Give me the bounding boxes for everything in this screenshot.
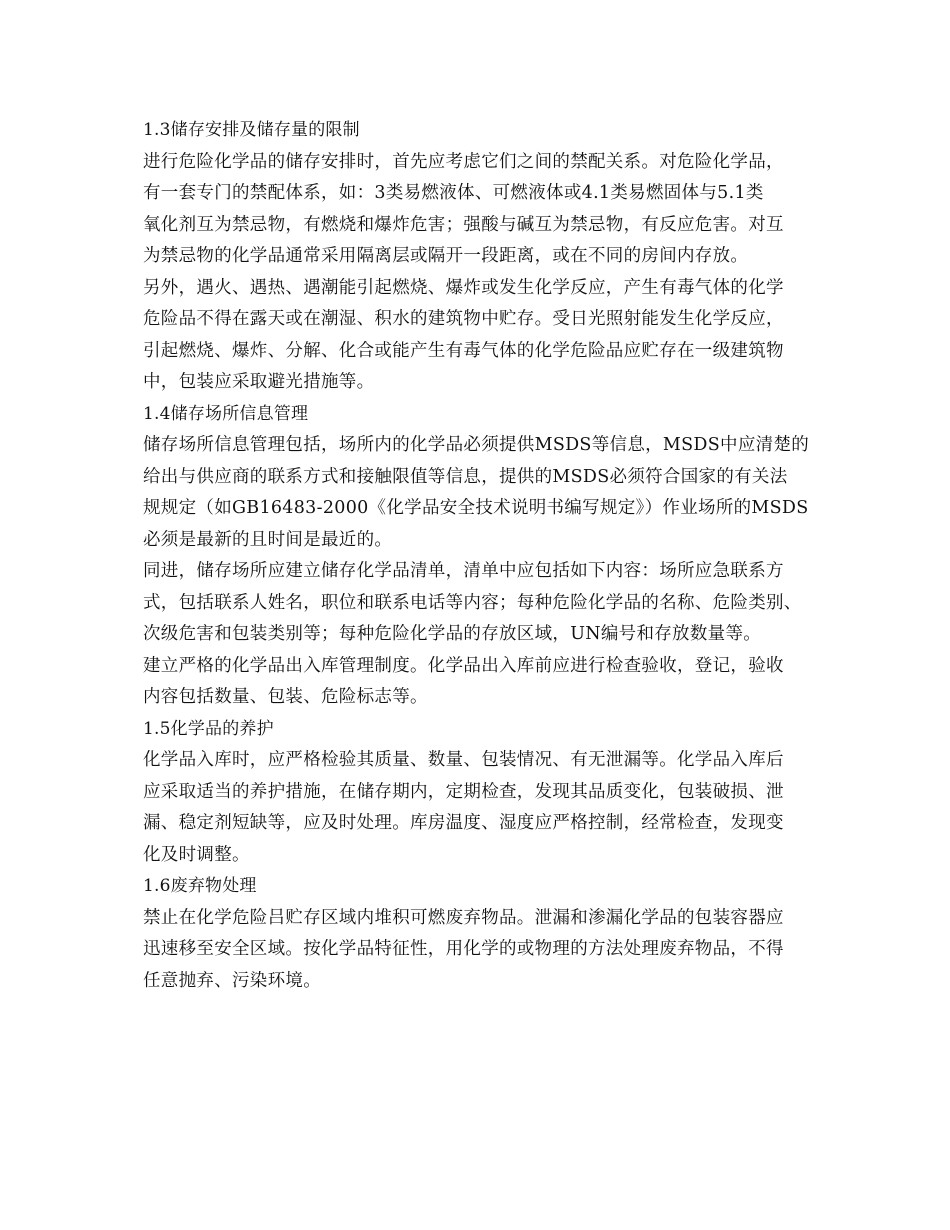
paragraph-line: 次级危害和包装类别等；每种危险化学品的存放区域，UN编号和存放数量等。: [143, 624, 762, 644]
paragraph-line: 内容包括数量、包装、危险标志等。: [143, 687, 428, 707]
paragraph-line: 危险品不得在露天或在潮湿、积水的建筑物中贮存。受日光照射能发生化学反应，: [143, 309, 784, 329]
paragraph-line: 禁止在化学危险吕贮存区域内堆积可燃废弃物品。泄漏和渗漏化学品的包装容器应: [143, 907, 784, 928]
section-heading: 1.6废弃物处理: [143, 876, 257, 896]
section-heading: 1.4储存场所信息管理: [143, 403, 309, 424]
paragraph-line: 另外，遇火、遇热、遇潮能引起燃烧、爆炸或发生化学反应，产生有毒气体的化学: [143, 277, 784, 298]
paragraph-line: 化及时调整。: [143, 844, 250, 865]
paragraph-line: 给出与供应商的联系方式和接触限值等信息，提供的MSDS必须符合国家的有关法: [143, 466, 788, 487]
paragraph-line: 引起燃烧、爆炸、分解、化合或能产生有毒气体的化学危险品应贮存在一级建筑物: [143, 340, 784, 361]
paragraph-line: 氧化剂互为禁忌物，有燃烧和爆炸危害；强酸与碱互为禁忌物，有反应危害。对互: [143, 214, 784, 235]
paragraph-line: 必须是最新的且时间是最近的。: [143, 529, 393, 550]
paragraph-line: 进行危险化学品的储存安排时，首先应考虑它们之间的禁配关系。对危险化学品，: [143, 151, 784, 172]
paragraph-line: 应采取适当的养护措施，在储存期内，定期检查，发现其品质变化，包装破损、泄: [143, 781, 784, 802]
paragraph-line: 中，包装应采取避光措施等。: [143, 372, 375, 392]
paragraph-line: 储存场所信息管理包括，场所内的化学品必须提供MSDS等信息，MSDS中应清楚的: [143, 435, 810, 455]
section-heading: 1.3储存安排及储存量的限制: [143, 120, 360, 140]
paragraph-line: 有一套专门的禁配体系，如：3类易燃液体、可燃液体或4.1类易燃固体与5.1类: [143, 183, 764, 203]
paragraph-line: 任意抛弃、污染环境。: [143, 970, 321, 991]
paragraph-line: 建立严格的化学品出入库管理制度。化学品出入库前应进行检查验收，登记，验收: [143, 655, 784, 676]
paragraph-line: 化学品入库时，应严格检验其质量、数量、包装情况、有无泄漏等。化学品入库后: [143, 750, 784, 770]
section-heading: 1.5化学品的养护: [143, 718, 274, 739]
paragraph-line: 同进，储存场所应建立储存化学品清单，清单中应包括如下内容：场所应急联系方: [143, 561, 784, 581]
document-page: [143, 117, 823, 999]
paragraph-line: 漏、稳定剂短缺等，应及时处理。库房温度、湿度应严格控制，经常检查，发现变: [143, 813, 784, 833]
paragraph-line: 规规定（如GB16483-2000《化学品安全技术说明书编写规定》）作业场所的MSDS: [143, 498, 809, 518]
paragraph-line: 式，包括联系人姓名，职位和联系电话等内容；每种危险化学品的名称、危险类别、: [143, 592, 802, 613]
paragraph-line: 为禁忌物的化学品通常采用隔离层或隔开一段距离，或在不同的房间内存放。: [143, 246, 749, 266]
paragraph-line: 迅速移至安全区域。按化学品特征性，用化学的或物理的方法处理废弃物品，不得: [143, 939, 784, 959]
